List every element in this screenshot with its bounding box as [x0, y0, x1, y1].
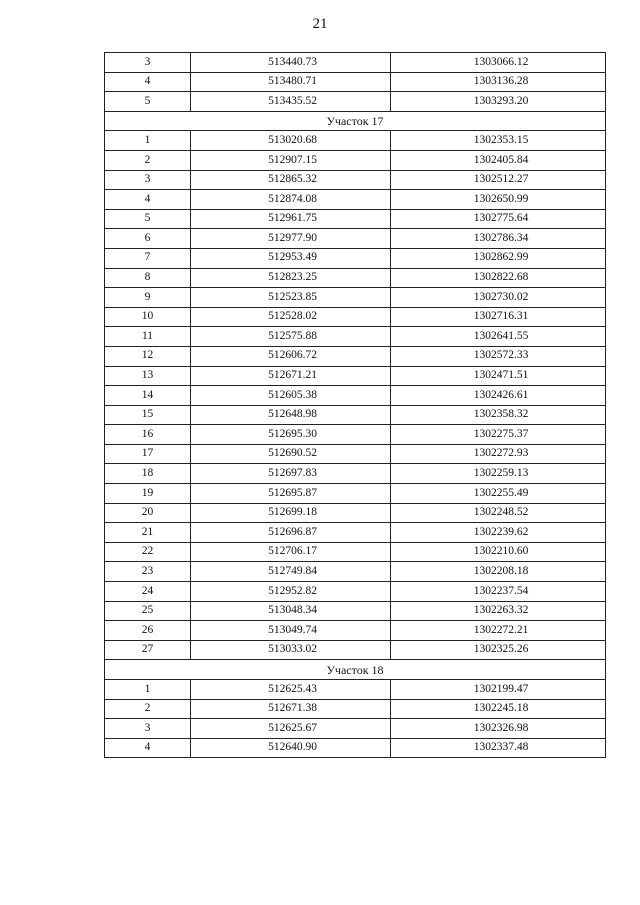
table-row — [105, 680, 606, 700]
x-coordinate-cell: 512625.43 — [191, 680, 391, 700]
y-coordinate-cell: 1302245.18 — [391, 699, 606, 719]
point-number-cell: 13 — [105, 366, 191, 386]
point-number-cell: 8 — [105, 268, 191, 288]
table-row — [105, 131, 606, 151]
point-number-cell: 9 — [105, 288, 191, 308]
y-coordinate-cell: 1302259.13 — [391, 464, 606, 484]
y-coordinate-cell: 1302730.02 — [391, 288, 606, 308]
table-row — [105, 582, 606, 602]
x-coordinate-cell: 512575.88 — [191, 327, 391, 347]
section-header-row — [105, 660, 606, 680]
x-coordinate-cell: 512706.17 — [191, 542, 391, 562]
x-coordinate-cell: 513440.73 — [191, 53, 391, 73]
point-number-cell: 1 — [105, 680, 191, 700]
point-number-cell: 1 — [105, 131, 191, 151]
y-coordinate-cell: 1302650.99 — [391, 190, 606, 210]
point-number-cell: 5 — [105, 209, 191, 229]
point-number-cell: 11 — [105, 327, 191, 347]
point-number-cell: 4 — [105, 738, 191, 758]
y-coordinate-cell: 1302572.33 — [391, 346, 606, 366]
x-coordinate-cell: 512749.84 — [191, 562, 391, 582]
point-number-cell: 27 — [105, 640, 191, 660]
y-coordinate-cell: 1302786.34 — [391, 229, 606, 249]
y-coordinate-cell: 1302512.27 — [391, 170, 606, 190]
y-coordinate-cell: 1302248.52 — [391, 503, 606, 523]
x-coordinate-cell: 512695.87 — [191, 484, 391, 504]
point-number-cell: 18 — [105, 464, 191, 484]
x-coordinate-cell: 512977.90 — [191, 229, 391, 249]
table-row — [105, 738, 606, 758]
y-coordinate-cell: 1302199.47 — [391, 680, 606, 700]
y-coordinate-cell: 1302239.62 — [391, 523, 606, 543]
point-number-cell: 22 — [105, 542, 191, 562]
point-number-cell: 6 — [105, 229, 191, 249]
table-row — [105, 53, 606, 73]
y-coordinate-cell: 1302208.18 — [391, 562, 606, 582]
table-row — [105, 542, 606, 562]
x-coordinate-cell: 512625.67 — [191, 719, 391, 739]
y-coordinate-cell: 1302326.98 — [391, 719, 606, 739]
y-coordinate-cell: 1302237.54 — [391, 582, 606, 602]
x-coordinate-cell: 513033.02 — [191, 640, 391, 660]
point-number-cell: 3 — [105, 719, 191, 739]
section-header-row — [105, 111, 606, 131]
table-row — [105, 719, 606, 739]
x-coordinate-cell: 512523.85 — [191, 288, 391, 308]
x-coordinate-cell: 512606.72 — [191, 346, 391, 366]
point-number-cell: 7 — [105, 248, 191, 268]
y-coordinate-cell: 1302358.32 — [391, 405, 606, 425]
table-row — [105, 268, 606, 288]
table-row — [105, 327, 606, 347]
x-coordinate-cell: 513435.52 — [191, 92, 391, 112]
point-number-cell: 23 — [105, 562, 191, 582]
table-row — [105, 601, 606, 621]
table-row — [105, 405, 606, 425]
table-row — [105, 248, 606, 268]
section-title: Участок 18 — [105, 660, 606, 680]
y-coordinate-cell: 1302426.61 — [391, 386, 606, 406]
y-coordinate-cell: 1303293.20 — [391, 92, 606, 112]
point-number-cell: 20 — [105, 503, 191, 523]
table-row — [105, 562, 606, 582]
x-coordinate-cell: 512907.15 — [191, 150, 391, 170]
point-number-cell: 17 — [105, 444, 191, 464]
point-number-cell: 10 — [105, 307, 191, 327]
point-number-cell: 3 — [105, 53, 191, 73]
table-row — [105, 699, 606, 719]
table-row — [105, 72, 606, 92]
point-number-cell: 12 — [105, 346, 191, 366]
y-coordinate-cell: 1302255.49 — [391, 484, 606, 504]
table-row — [105, 444, 606, 464]
point-number-cell: 21 — [105, 523, 191, 543]
y-coordinate-cell: 1303066.12 — [391, 53, 606, 73]
x-coordinate-cell: 512648.98 — [191, 405, 391, 425]
table-row — [105, 288, 606, 308]
x-coordinate-cell: 512671.38 — [191, 699, 391, 719]
x-coordinate-cell: 512961.75 — [191, 209, 391, 229]
table-row — [105, 386, 606, 406]
table-row — [105, 209, 606, 229]
y-coordinate-cell: 1302337.48 — [391, 738, 606, 758]
y-coordinate-cell: 1302272.21 — [391, 621, 606, 641]
x-coordinate-cell: 512697.83 — [191, 464, 391, 484]
x-coordinate-cell: 512874.08 — [191, 190, 391, 210]
y-coordinate-cell: 1302716.31 — [391, 307, 606, 327]
table-row — [105, 640, 606, 660]
table-row — [105, 366, 606, 386]
y-coordinate-cell: 1302471.51 — [391, 366, 606, 386]
table-row — [105, 92, 606, 112]
x-coordinate-cell: 512605.38 — [191, 386, 391, 406]
y-coordinate-cell: 1302775.64 — [391, 209, 606, 229]
x-coordinate-cell: 512699.18 — [191, 503, 391, 523]
point-number-cell: 25 — [105, 601, 191, 621]
x-coordinate-cell: 512865.32 — [191, 170, 391, 190]
table-row — [105, 621, 606, 641]
coordinates-table-body — [105, 53, 606, 758]
point-number-cell: 4 — [105, 190, 191, 210]
x-coordinate-cell: 512953.49 — [191, 248, 391, 268]
y-coordinate-cell: 1302405.84 — [391, 150, 606, 170]
x-coordinate-cell: 512696.87 — [191, 523, 391, 543]
table-row — [105, 170, 606, 190]
y-coordinate-cell: 1302641.55 — [391, 327, 606, 347]
x-coordinate-cell: 512695.30 — [191, 425, 391, 445]
y-coordinate-cell: 1302263.32 — [391, 601, 606, 621]
y-coordinate-cell: 1303136.28 — [391, 72, 606, 92]
x-coordinate-cell: 512690.52 — [191, 444, 391, 464]
table-row — [105, 307, 606, 327]
point-number-cell: 26 — [105, 621, 191, 641]
table-row — [105, 464, 606, 484]
y-coordinate-cell: 1302862.99 — [391, 248, 606, 268]
table-row — [105, 523, 606, 543]
table-row — [105, 229, 606, 249]
table-row — [105, 484, 606, 504]
coordinates-table — [104, 52, 606, 758]
x-coordinate-cell: 512640.90 — [191, 738, 391, 758]
x-coordinate-cell: 512952.82 — [191, 582, 391, 602]
table-row — [105, 425, 606, 445]
x-coordinate-cell: 512528.02 — [191, 307, 391, 327]
point-number-cell: 2 — [105, 699, 191, 719]
table-row — [105, 503, 606, 523]
x-coordinate-cell: 513048.34 — [191, 601, 391, 621]
y-coordinate-cell: 1302353.15 — [391, 131, 606, 151]
table-row — [105, 190, 606, 210]
point-number-cell: 19 — [105, 484, 191, 504]
point-number-cell: 5 — [105, 92, 191, 112]
y-coordinate-cell: 1302325.26 — [391, 640, 606, 660]
y-coordinate-cell: 1302272.93 — [391, 444, 606, 464]
x-coordinate-cell: 513020.68 — [191, 131, 391, 151]
table-row — [105, 346, 606, 366]
x-coordinate-cell: 512671.21 — [191, 366, 391, 386]
section-title: Участок 17 — [105, 111, 606, 131]
y-coordinate-cell: 1302822.68 — [391, 268, 606, 288]
x-coordinate-cell: 512823.25 — [191, 268, 391, 288]
point-number-cell: 2 — [105, 150, 191, 170]
point-number-cell: 3 — [105, 170, 191, 190]
x-coordinate-cell: 513480.71 — [191, 72, 391, 92]
point-number-cell: 16 — [105, 425, 191, 445]
y-coordinate-cell: 1302275.37 — [391, 425, 606, 445]
x-coordinate-cell: 513049.74 — [191, 621, 391, 641]
point-number-cell: 14 — [105, 386, 191, 406]
table-row — [105, 150, 606, 170]
point-number-cell: 4 — [105, 72, 191, 92]
y-coordinate-cell: 1302210.60 — [391, 542, 606, 562]
page-number: 21 — [312, 16, 328, 32]
point-number-cell: 24 — [105, 582, 191, 602]
point-number-cell: 15 — [105, 405, 191, 425]
